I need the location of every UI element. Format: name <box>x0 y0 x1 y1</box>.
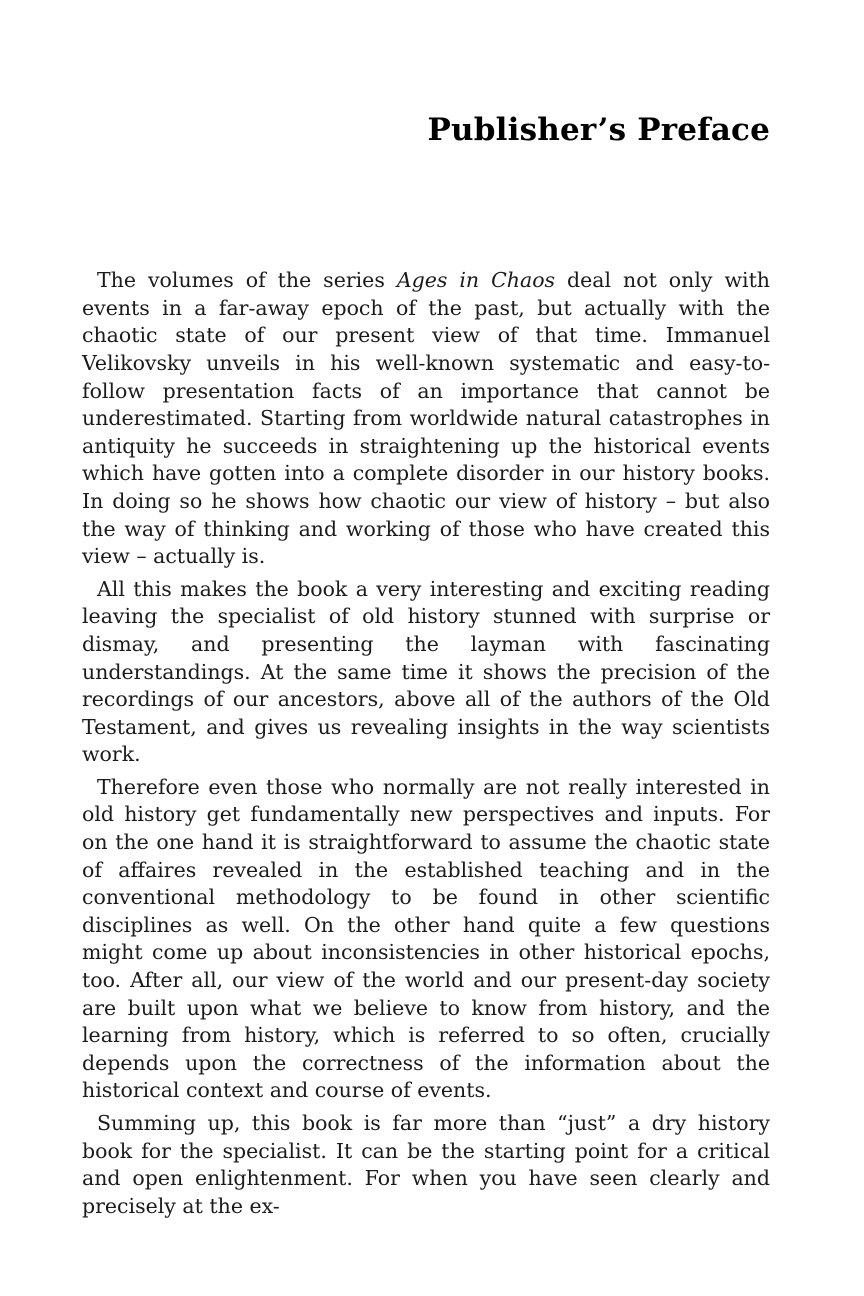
page-title: Publisher’s Preface <box>427 112 770 148</box>
paragraph-3: Therefore even those who normally are not really interested in old history get fundamentally new perspectives and inputs. For on the one hand it is straightforward to assume the chaotic state of affaires revealed in the established teaching and in the conventional methodology to be found in other scientific disciplines as well. On the other hand quite a few questions might come up about inconsistencies in other historical epochs, too. After all, our view of the world and our present-day society are built upon what we believe to know from history, and the learning from history, which is referred to so often, crucially depends upon the correctness of the information about the historical context and course of events. <box>82 774 770 1103</box>
page-body <box>82 267 770 1220</box>
series-title-italic: Ages in Chaos <box>396 268 556 293</box>
paragraph-1 <box>82 267 770 571</box>
paragraph-4: Summing up, this book is far more than “just” a dry history book for the specialist. It can be the starting point for a critical and open enlightenment. For when you have seen clearly and precisely at the ex- <box>82 1111 770 1218</box>
paragraph-2: All this makes the book a very interesting and exciting reading leaving the specialist of old history stunned with surprise or dismay, and presenting the layman with fascinating understandings. At the same time it shows the precision of the recordings of our ancestors, above all of the authors of the Old Testament, and gives us revealing insights in the way scientists work. <box>82 576 770 767</box>
paragraph-1-text-continued: deal not only with events in a far-away epoch of the past, but actually with the chaotic state of our present view of that time. Immanuel Velikovsky unveils in his well-known systematic and easy-to-follow presentation facts of an importance that cannot be underestimated. Starting from worldwide natural catastrophes in antiquity he succeeds in straightening up the historical events which have gotten into a complete disorder in our history books. In doing so he shows how chaotic our view of history – but also the way of thinking and working of those who have created this view – actually is. <box>82 268 771 569</box>
paragraph-1-text: The volumes of the series <box>97 268 397 293</box>
